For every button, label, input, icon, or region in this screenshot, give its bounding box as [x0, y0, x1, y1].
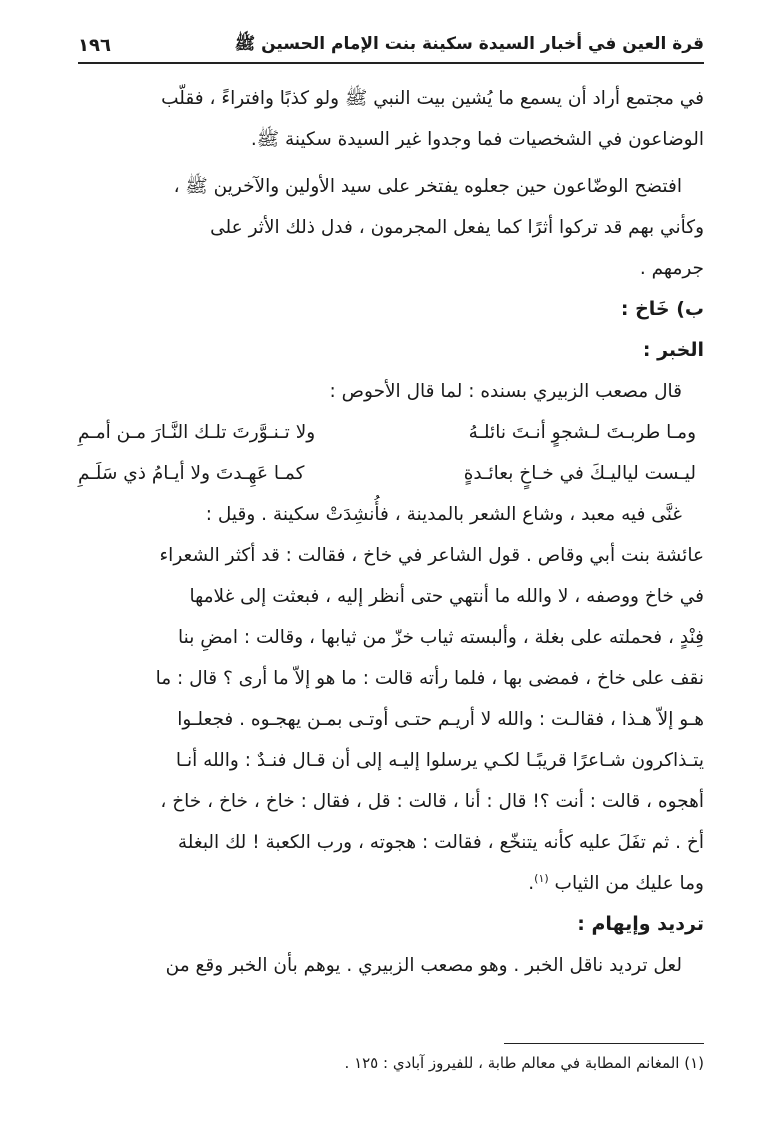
page-number: ١٩٦ [78, 34, 111, 56]
paragraph-line: يتـذاكرون شـاعرًا قريبًـا لكـي يرسلوا إليـه إلى أن قـال فنـدٌ : والله أنـا [175, 750, 704, 771]
poem-verse [78, 453, 704, 494]
poem-verse [78, 412, 704, 453]
verse-hemistich-second: ولا تـنـوَّرتَ تلـك النَّـارَ مـن أمـمِ [78, 422, 316, 443]
line-end: . [528, 873, 535, 894]
verse-hemistich-second: كمـا عَهِـدتَ ولا أيـامُ ذي سَلَـمِ [78, 463, 305, 484]
paragraph-line: غنَّى فيه معبد ، وشاع الشعر بالمدينة ، فأُنشِدَتْ سكينة . وقيل : [205, 504, 682, 525]
paragraph-line: قال مصعب الزبيري بسنده : لما قال الأحوص : [329, 381, 682, 402]
running-header [78, 28, 704, 64]
paragraph-line: الوضاعون في الشخصيات فما وجدوا غير السيدة سكينة ﷺ. [250, 129, 704, 150]
section-heading-khakh: ب) خَاخ : [620, 298, 704, 320]
paragraph-line: وكأني بهم قد تركوا أثرًا كما يفعل المجرمون ، فدل ذلك الأثر على [210, 217, 704, 238]
paragraph-line: لعل ترديد ناقل الخبر . وهو مصعب الزبيري . يوهم بأن الخبر وقع من [165, 955, 682, 976]
paragraph-line: في مجتمع أراد أن يسمع ما يُشين بيت النبي ﷺ ولو كذبًا وافتراءً ، فقلّب [161, 88, 704, 109]
paragraph-line: فِنْدٍ ، فحملته على بغلة ، وألبسته ثياب خزّ من ثيابها ، وقالت : امضِ بنا [178, 627, 704, 648]
paragraph-line: هـو إلاّ هـذا ، فقالـت : والله لا أريـم حتـى أوتـى بمـن يهجـوه . فجعلـوا [177, 709, 704, 730]
paragraph-line: عائشة بنت أبي وقاص . قول الشاعر في خاخ ، فقالت : قد أكثر الشعراء [159, 545, 704, 566]
paragraph-line: في خاخ ووصفه ، لا والله ما أنتهي حتى أنظر إليه ، فبعثت إلى غلامها [189, 586, 704, 607]
line-text: وما عليك من الثياب [554, 873, 704, 894]
paragraph-line: جرمهم . [639, 258, 704, 279]
subheading-tardid: ترديد وإيهام : [577, 913, 704, 935]
verse-hemistich-first: ليـست لياليـكَ في خـاخٍ بعائـدةٍ [463, 463, 696, 484]
body-text [78, 78, 704, 986]
footnote-reference[interactable]: (١) [534, 871, 549, 885]
paragraph-line: نقف على خاخ ، فمضى بها ، فلما رأته قالت : ما هو إلاّ ما أرى ؟ قال : ما [155, 668, 704, 689]
subheading-khabar: الخبر : [642, 339, 704, 361]
footnote: (١) المغانم المطابة في معالم طابة ، للفيروز آبادي : ١٢٥ . [344, 1054, 704, 1072]
footnote-separator [504, 1043, 704, 1044]
header-title: قرة العين في أخبار السيدة سكينة بنت الإمام الحسين ﷺ [234, 33, 704, 54]
paragraph-line: أهجوه ، قالت : أنت ؟! قال : أنا ، قالت : قل ، فقال : خاخ ، خاخ ، خاخ ، [160, 791, 704, 812]
verse-hemistich-first: ومـا طربـتَ لـشجوٍ أنـتَ نائلـهُ [468, 422, 696, 443]
paragraph-line: افتضح الوضّاعون حين جعلوه يفتخر على سيد الأولين والآخرين ﷺ ، [173, 176, 682, 197]
paragraph-line [78, 863, 704, 904]
paragraph-line: أخ . ثم تفَلَ عليه كأنه يتنخّع ، فقالت : هجوته ، ورب الكعبة ! لك البغلة [177, 832, 704, 853]
